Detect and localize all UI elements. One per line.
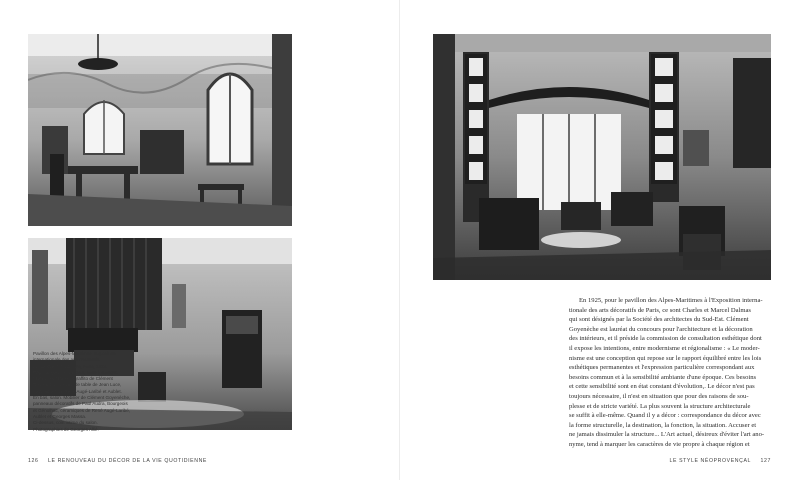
running-head-left: LE RENOUVEAU DU DÉCOR DE LA VIE QUOTIDIENNE: [48, 458, 207, 464]
caption-line: Photographies de Georges Allié.: [33, 426, 99, 432]
body-line: toujours nécessaire, il n'est en situation que pour des raisons de sou-: [569, 392, 749, 400]
body-line: il expose les intentions, entre modernisme et régionalisme : « Le moder-: [569, 344, 760, 352]
page-number-right: 127: [760, 458, 771, 464]
body-line: besoins commun et à la sensibilité ambiante d'une époque. Ces besoins: [569, 373, 757, 381]
caption-line: internationale des arts décoratifs: [33, 357, 100, 363]
body-line: ne jamais dissimuler la structure... L'Art actuel, désireux d'éviter l'art ano-: [569, 431, 765, 439]
caption-line: panneaux décoratifs de Paul Audra, Bourgeois: [33, 401, 128, 407]
page-number-left: 126: [28, 458, 39, 464]
body-line: qui sont désignés par la Société des architectes du Sud-Est. Clément: [569, 316, 749, 324]
caption-line: et Génolhac, céramiques de René Augé-Laribé,: [33, 407, 131, 413]
caption-line: et industriels modernes, Paris, 1925.: [33, 363, 108, 369]
caption-line: céramiques de René Augé-Laribé et Aublet.: [33, 388, 122, 394]
right-page: [400, 0, 800, 480]
caption-line: Aublet et Georges Massa.: [33, 413, 87, 419]
body-text: [569, 296, 775, 450]
caption-line: Goyenèche, service de table de Jean Luce,: [33, 382, 122, 388]
body-line: se suffit à elle-même. Quand il y a décor : correspondance du décor avec: [569, 412, 761, 420]
intimate-corner-photo: [433, 34, 771, 280]
body-line: tionale des arts décoratifs de Paris, ce sont Charles et Marcel Dalmas: [569, 306, 751, 314]
caption-line: Pavillon des Alpes-Maritimes, Exposition: [33, 351, 116, 356]
caption-line: Mobilier et frise en sgraffito de Clément: [33, 376, 113, 382]
body-line: plesse et de stricte variété. La plus souvent la structure architecturale: [569, 402, 751, 410]
body-line: nisme est une conception qui repose sur le rapport équilibré entre les lois: [569, 354, 762, 362]
running-head-right: LE STYLE NÉOPROVENÇAL: [669, 458, 751, 464]
caption-line: En bas, salon. Mobilier de Clément Goyenèche,: [33, 395, 131, 401]
body-line: En 1925, pour le pavillon des Alpes-Maritimes à l'Exposition interna-: [579, 297, 763, 304]
body-line: Goyenèche est lauréat du concours pour l'architecture et la décoration: [569, 325, 753, 333]
caption-line: Page de gauche, en haut, salle à manger.: [33, 369, 119, 375]
photo-caption: [33, 351, 153, 433]
body-line: esthétiques permanentes et l'expression particulière correspondant aux: [569, 364, 755, 372]
body-line: des intérieurs, et il préside la commission de consultation esthétique dont: [569, 335, 762, 343]
caption-line: Ci-dessus, coin intime du salon.: [33, 420, 98, 426]
body-line: et cette sensibilité sont en état constant d'évolution,. Le décor n'est pas: [569, 383, 755, 391]
body-line: la forme structurelle, la destination, la fonction, la situation. Accuser et: [569, 421, 757, 429]
body-line: nyme, tend à marquer les caractères de vie propre à chaque région et: [569, 440, 750, 448]
dining-room-photo: [28, 34, 292, 226]
